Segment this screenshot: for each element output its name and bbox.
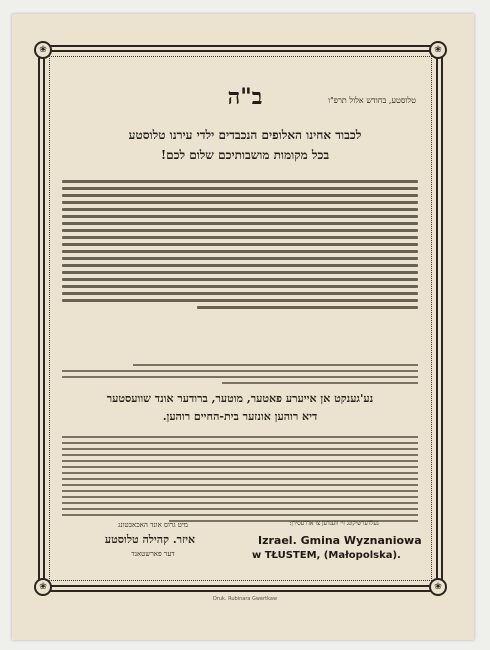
top-mark: ב"ה	[227, 84, 263, 110]
section-heading-2: דיא רוהען אונזער בית-החיים רוהען.	[162, 410, 318, 423]
text-line	[62, 194, 418, 197]
text-line	[197, 306, 418, 309]
text-line	[62, 478, 418, 480]
signer-role-left: דער פארשטאנד	[131, 550, 175, 558]
text-line	[133, 364, 418, 366]
text-line	[62, 448, 418, 450]
text-line	[62, 370, 418, 372]
text-line	[62, 215, 418, 218]
text-line	[62, 472, 418, 474]
text-line	[62, 514, 418, 516]
text-line	[62, 222, 418, 225]
text-line	[62, 496, 418, 498]
text-line	[62, 442, 418, 444]
text-line	[62, 264, 418, 267]
text-line	[62, 208, 418, 211]
corner-ornament-top-left: ❀	[34, 41, 52, 59]
text-line	[62, 508, 418, 510]
text-line	[222, 382, 418, 384]
text-line	[62, 180, 418, 183]
section-heading-1: נע'גענקט אן אייערע פאטער, מוטער, ברודער אונד שוועסטער	[106, 392, 374, 405]
text-line	[62, 236, 418, 239]
text-line	[62, 376, 418, 378]
text-line	[62, 187, 418, 190]
corner-ornament-bottom-left: ❀	[34, 578, 52, 596]
text-line	[62, 257, 418, 260]
signer-left: איזר. קהילה טלוסטע	[104, 533, 196, 546]
corner-ornament-top-right: ❀	[429, 41, 447, 59]
date-line: טלוסטע, בחודש אלול תרפ"ו	[328, 96, 416, 105]
text-line	[62, 436, 418, 438]
text-line	[62, 250, 418, 253]
text-line	[62, 278, 418, 281]
letter-body	[62, 176, 418, 313]
text-line	[62, 271, 418, 274]
text-line	[62, 460, 418, 462]
text-line	[62, 292, 418, 295]
org-location: w TŁUSTEM, (Małopolska).	[252, 550, 401, 561]
text-line	[62, 466, 418, 468]
org-name: Izrael. Gmina Wyznaniowa	[258, 534, 422, 547]
appeal-body	[62, 432, 418, 526]
text-line	[62, 243, 418, 246]
text-line	[62, 502, 418, 504]
address-line-1: לכבוד אחינו האלופים הנכבדים ילדי עירנו טלוסטע	[128, 128, 362, 142]
closing-right: געלדערשיקונג זיי ווענדען צו אדרעסירן:	[289, 520, 379, 527]
text-line	[62, 299, 418, 302]
closing-left: מיט גרוס אונד האכאכטונג	[118, 521, 188, 529]
text-line	[62, 490, 418, 492]
text-line	[62, 285, 418, 288]
notice-paragraph	[62, 360, 418, 388]
corner-ornament-bottom-right: ❀	[429, 578, 447, 596]
printer-credit: Druk. Rubinara Gwertkaw	[212, 596, 278, 602]
text-line	[62, 229, 418, 232]
text-line	[62, 484, 418, 486]
text-line	[62, 454, 418, 456]
address-line-2: בכל מקומות מושבותיכם שלום לכם!	[160, 148, 330, 162]
text-line	[62, 201, 418, 204]
